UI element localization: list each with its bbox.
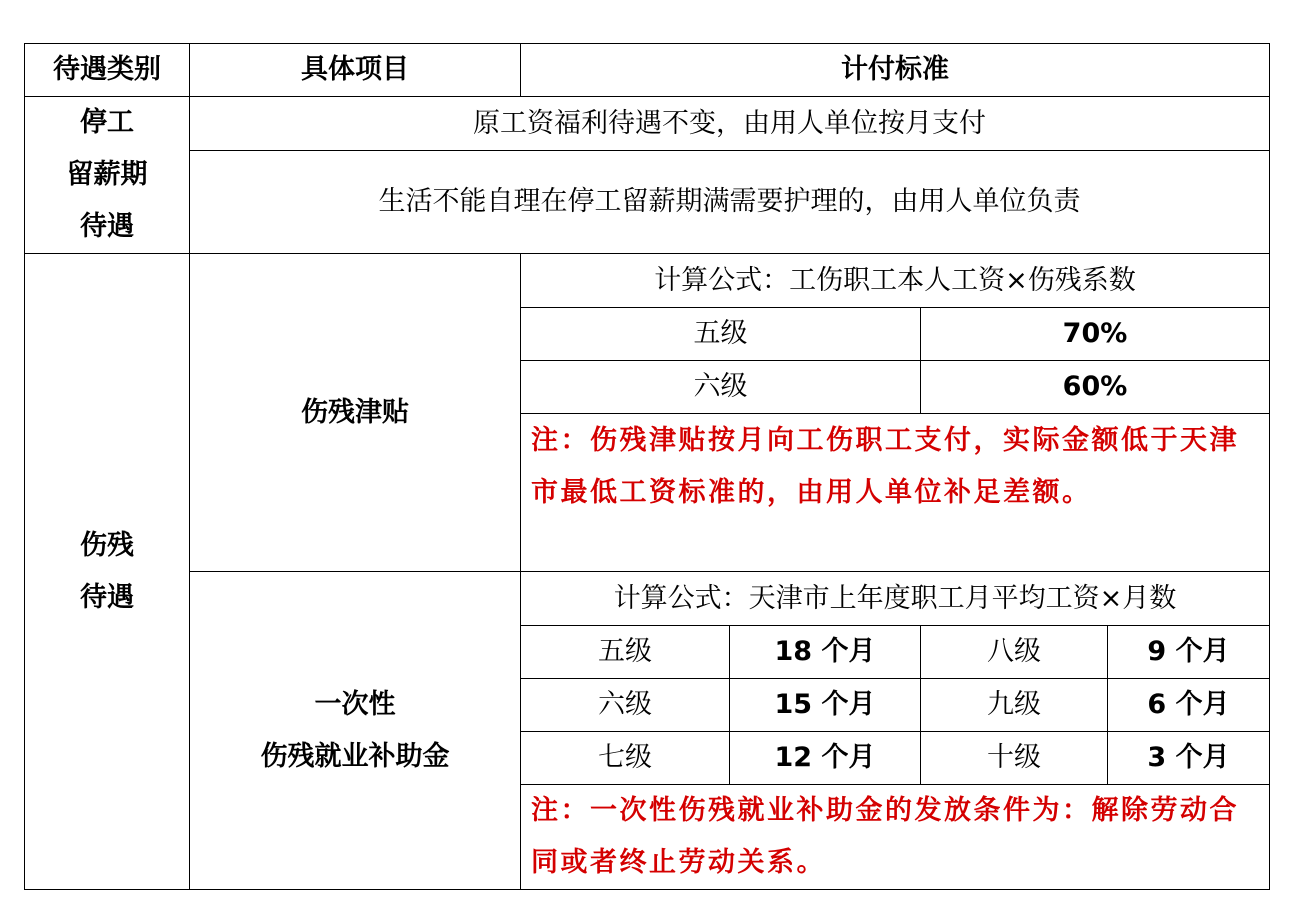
table-border-right: [1269, 43, 1270, 890]
subsidy-item: [190, 572, 520, 889]
subsidy-level: 七级: [598, 742, 652, 774]
stop-work-row-2: 生活不能自理在停工留薪期满需要护理的，由用人单位负责: [378, 186, 1081, 218]
subsidy-months: 12 个月: [774, 742, 876, 774]
subsidy-months: 3 个月: [1147, 742, 1230, 774]
subsidy-months: 15 个月: [774, 689, 876, 721]
header-standard: 计付标准: [841, 54, 949, 86]
subsidy-formula: 计算公式：天津市上年度职工月平均工资×月数: [613, 582, 1177, 614]
category-line: 待遇: [80, 581, 134, 613]
category-line: 留薪期: [66, 159, 148, 190]
subsidy-level: 八级: [987, 636, 1041, 668]
item-line: 伤残就业补助金: [260, 740, 450, 772]
benefits-table: [24, 43, 1270, 890]
subsidy-note: 注：一次性伤残就业补助金的发放条件为：解除劳动合同或者终止劳动关系。: [531, 795, 1239, 878]
row-divider: [520, 413, 1270, 414]
category-line: 伤残: [80, 529, 134, 561]
stop-work-row-1: 原工资福利待遇不变，由用人单位按月支付: [473, 107, 986, 139]
allowance-item: 伤残津贴: [301, 396, 409, 428]
disability-category: [25, 254, 189, 889]
allowance-level: 六级: [693, 371, 748, 403]
item-line: 一次性: [314, 688, 396, 720]
subsidy-months: 9 个月: [1147, 636, 1230, 668]
table-border-bottom: [24, 889, 1270, 890]
allowance-level: 五级: [693, 318, 748, 350]
subsidy-level: 九级: [987, 689, 1041, 721]
header-item: 具体项目: [301, 54, 409, 86]
allowance-coefficient: 70%: [1062, 318, 1128, 350]
subsidy-months: 18 个月: [774, 636, 876, 668]
allowance-coefficient: 60%: [1062, 371, 1128, 403]
category-line: 停工: [80, 107, 134, 138]
category-line: 待遇: [80, 211, 134, 242]
subsidy-level: 十级: [987, 742, 1041, 774]
allowance-formula: 计算公式：工伤职工本人工资×伤残系数: [654, 264, 1136, 296]
subsidy-level: 六级: [598, 689, 652, 721]
stop-work-category: [25, 97, 189, 253]
header-category: 待遇类别: [53, 54, 161, 86]
subsidy-months: 6 个月: [1147, 689, 1230, 721]
subsidy-level: 五级: [598, 636, 652, 668]
allowance-note: 注：伤残津贴按月向工伤职工支付，实际金额低于天津市最低工资标准的，由用人单位补足差额。: [531, 425, 1239, 508]
